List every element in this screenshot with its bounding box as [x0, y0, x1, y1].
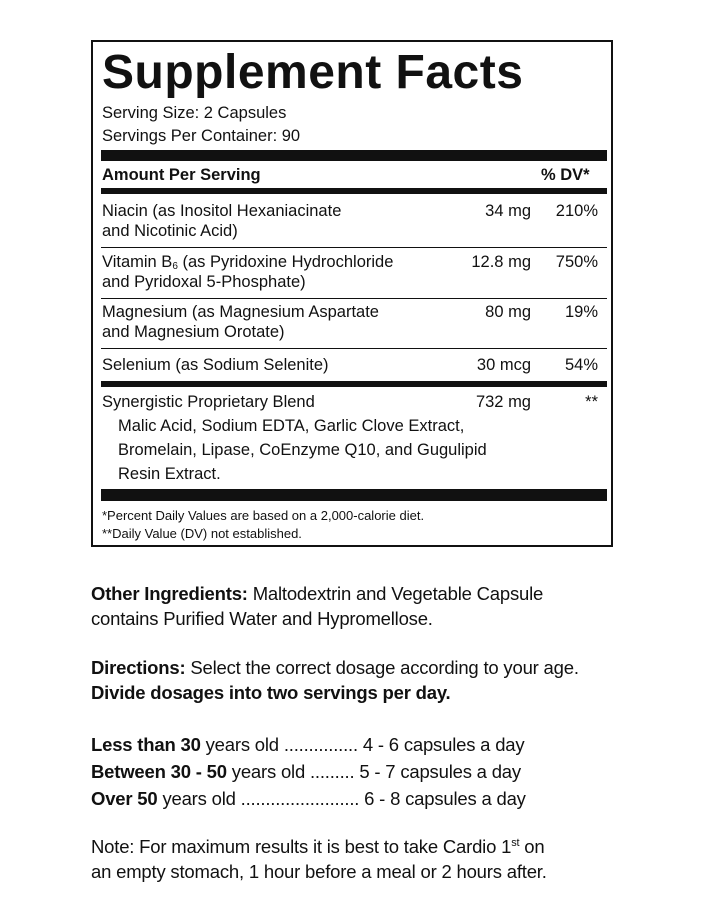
- supplement-facts-panel: [91, 40, 613, 547]
- medium-divider: [101, 381, 607, 387]
- vitamin-b6-dv: 750%: [555, 253, 598, 271]
- note-line1: Note: For maximum results it is best to take Cardio 1st on: [91, 836, 545, 857]
- selenium-amount: 30 mcg: [476, 356, 531, 374]
- other-ingredients-line1: Other Ingredients: Maltodextrin and Vegetable Capsule: [91, 583, 544, 604]
- blend-ingredients-line: Resin Extract.: [118, 465, 221, 483]
- dosage-row: Between 30 - 50 years old ......... 5 - 7 capsules a day: [91, 761, 521, 782]
- panel-title: Supplement Facts: [102, 46, 524, 99]
- servings-per-container: Servings Per Container: 90: [102, 127, 301, 145]
- vitamin-b6-amount: 12.8 mg: [471, 253, 531, 271]
- blend-ingredients-line: Malic Acid, Sodium EDTA, Garlic Clove Extract,: [118, 417, 465, 435]
- selenium-label: Selenium (as Sodium Selenite): [102, 356, 329, 374]
- directions-line2: Divide dosages into two servings per day.: [91, 682, 451, 703]
- blend-name: Synergistic Proprietary Blend: [102, 393, 315, 411]
- row-divider: [101, 247, 607, 248]
- magnesium-label-line2: and Magnesium Orotate): [102, 323, 285, 341]
- blend-dv: **: [585, 393, 598, 411]
- blend-ingredients-line: Bromelain, Lipase, CoEnzyme Q10, and Gugulipid: [118, 441, 487, 459]
- serving-size: Serving Size: 2 Capsules: [102, 104, 287, 122]
- magnesium-amount: 80 mg: [485, 303, 531, 321]
- thick-divider: [101, 489, 607, 501]
- thick-divider: [101, 150, 607, 161]
- niacin-amount: 34 mg: [485, 202, 531, 220]
- niacin-label-line2: and Nicotinic Acid): [102, 222, 238, 240]
- dosage-row: Less than 30 years old ............... 4 - 6 capsules a day: [91, 734, 525, 755]
- niacin-dv: 210%: [555, 202, 598, 220]
- medium-divider: [101, 188, 607, 194]
- row-divider: [101, 348, 607, 349]
- note-line2: an empty stomach, 1 hour before a meal or 2 hours after.: [91, 861, 547, 882]
- magnesium-label-line1: Magnesium (as Magnesium Aspartate: [102, 303, 379, 321]
- vitamin-b6-label-line2: and Pyridoxal 5-Phosphate): [102, 273, 306, 291]
- header-daily-value: % DV*: [541, 166, 590, 184]
- selenium-dv: 54%: [564, 356, 598, 374]
- vitamin-b6-label-line1: Vitamin $B_6$ (as Pyridoxine Hydrochloride: [102, 253, 394, 272]
- other-ingredients-line2: contains Purified Water and Hypromellose.: [91, 608, 433, 629]
- dosage-row: Over 50 years old ........................ 6 - 8 capsules a day: [91, 788, 526, 809]
- niacin-label-line1: Niacin (as Inositol Hexaniacinate: [102, 202, 342, 220]
- footnote-percent-dv: *Percent Daily Values are based on a 2,000-calorie diet.: [102, 508, 425, 523]
- blend-amount: 732 mg: [475, 393, 531, 411]
- magnesium-dv: 19%: [564, 303, 598, 321]
- directions-line1: Directions: Select the correct dosage according to your age.: [91, 657, 579, 678]
- header-amount-per-serving: Amount Per Serving: [102, 166, 261, 184]
- row-divider: [101, 298, 607, 299]
- footnote-dv-not-established: **Daily Value (DV) not established.: [102, 526, 302, 541]
